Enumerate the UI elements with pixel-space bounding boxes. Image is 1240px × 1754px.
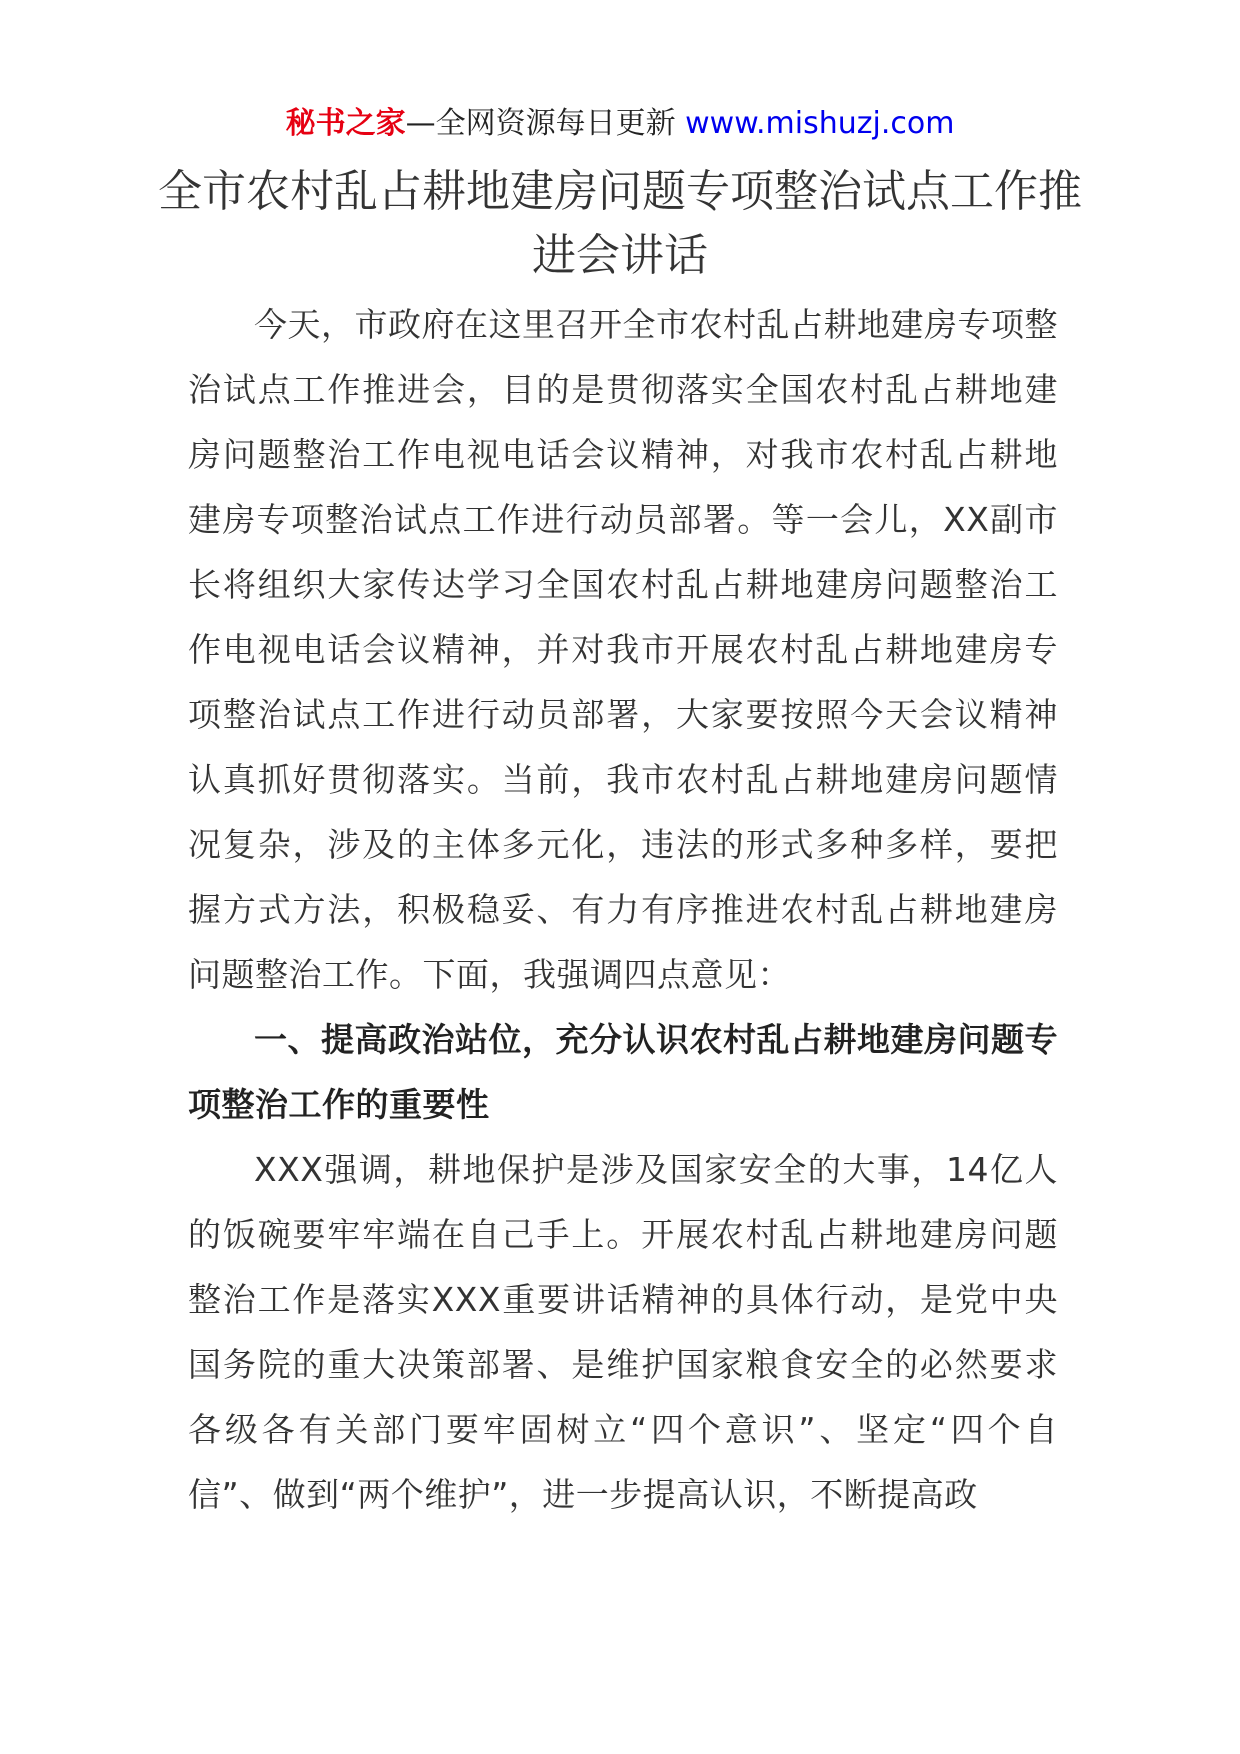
site-brand: 秘书之家 bbox=[285, 106, 406, 141]
document-body bbox=[188, 292, 1058, 1527]
section-heading: 一、提高政治站位，充分认识农村乱占耕地建房问题专项整治工作的重要性 bbox=[188, 1020, 1058, 1124]
document-title: 全市农村乱占耕地建房问题专项整治试点工作推进会讲话 bbox=[158, 166, 1082, 281]
site-header bbox=[0, 102, 1240, 146]
site-tagline: —全网资源每日更新 bbox=[405, 106, 676, 141]
body-paragraph: XXX强调，耕地保护是涉及国家安全的大事，14亿人的饭碗要牢牢端在自己手上。开展农村乱占耕地建房问题整治工作是落实XXX重要讲话精神的具体行动，是党中央国务院的重大决策部署、是维护国家粮食安全的必然要求各级各有关部门要牢固树立“四个意识”、坚定“四个自信”、做到“两个维护”，进一步提高认识，不断提高政 bbox=[188, 1150, 1058, 1514]
body-paragraph: 今天，市政府在这里召开全市农村乱占耕地建房专项整治试点工作推进会，目的是贯彻落实全国农村乱占耕地建房问题整治工作电视电话会议精神，对我市农村乱占耕地建房专项整治试点工作进行动员部署。等一会儿，XX副市长将组织大家传达学习全国农村乱占耕地建房问题整治工作电视电话会议精神，并对我市开展农村乱占耕地建房专项整治试点工作进行动员部署，大家要按照今天会议精神认真抓好贯彻落实。当前，我市农村乱占耕地建房问题情况复杂，涉及的主体多元化，违法的形式多种多样，要把握方式方法，积极稳妥、有力有序推进农村乱占耕地建房问题整治工作。下面，我强调四点意见： bbox=[188, 305, 1058, 994]
site-url-link[interactable]: www.mishuzj.com bbox=[685, 106, 955, 141]
